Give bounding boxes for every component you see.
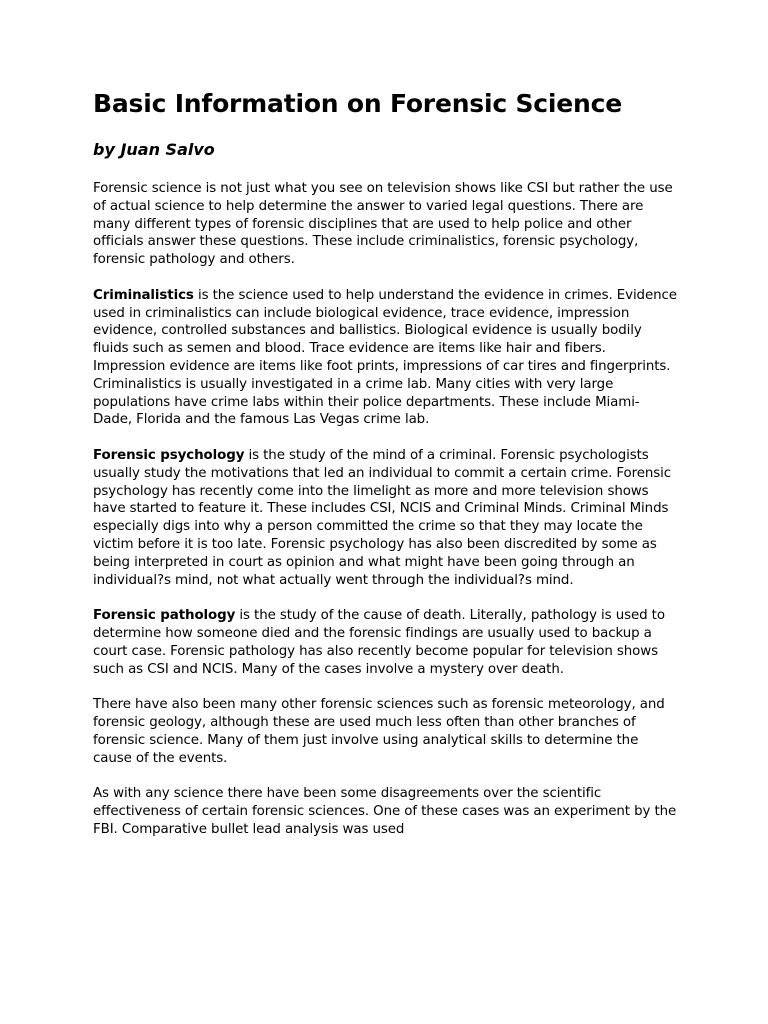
paragraph-text: There have also been many other forensic sciences such as forensic meteorology, and forensic geology, although these are used much less often than other branches of forensic science. Many of them just involve using analytical skills to determine the cause of the events. — [93, 697, 665, 766]
paragraph-disagreements — [93, 785, 678, 838]
paragraph-text: Forensic science is not just what you see on television shows like CSI but rather the use of actual science to help determine the answer to varied legal questions. There are many different types of forensic disciplines that are used to help police and other officials answer these questions. These include criminalistics, forensic psychology, forensic pathology and others. — [93, 181, 673, 268]
paragraph-term: Criminalistics — [93, 287, 194, 303]
paragraph-term: Forensic pathology — [93, 608, 236, 624]
paragraph-text: is the study of the cause of death. Literally, pathology is used to determine how someone died and the forensic findings are usually used to backup a court case. Forensic pathology has also recently become popular for television shows such as CSI and NCIS. Many of the cases involve a mystery over death. — [93, 608, 665, 677]
paragraph-text: is the study of the mind of a criminal. Forensic psychologists usually study the motivations that led an individual to commit a certain crime. Forensic psychology has recently come into the limelight as more and more television shows have started to feature it. These includes CSI, NCIS and Criminal Minds. Criminal Minds especially digs into why a person committed the crime so that they may locate the victim before it is too late. Forensic psychology has also been discredited by some as being interpreted in court as opinion and what might have been going through an individual?s mind, not what actually went through the individual?s mind. — [93, 447, 672, 588]
paragraph-forensic-pathology — [93, 607, 678, 678]
paragraph-forensic-psychology — [93, 447, 678, 589]
paragraph-term: Forensic psychology — [93, 447, 245, 463]
author-byline: by Juan Salvo — [93, 140, 215, 159]
paragraph-text: As with any science there have been some disagreements over the scientific effectiveness of certain forensic sciences. One of these cases was an experiment by the FBI. Comparative bullet lead analysis was used — [93, 786, 677, 837]
paragraph-other-sciences — [93, 696, 678, 767]
document-page — [93, 88, 678, 838]
paragraph-intro — [93, 180, 678, 269]
paragraph-criminalistics — [93, 287, 678, 429]
document-title: Basic Information on Forensic Science — [93, 89, 622, 118]
paragraph-text: is the science used to help understand the evidence in crimes. Evidence used in criminalistics can include biological evidence, trace evidence, impression evidence, controlled substances and ballistics. Biological evidence is usually bodily fluids such as semen and blood. Trace evidence are items like hair and fibers. Impression evidence are items like foot prints, impressions of car tires and fingerprints. Criminalistics is usually investigated in a crime lab. Many cities with very large populations have crime labs within their police departments. These include Miami-Dade, Florida and the famous Las Vegas crime lab. — [93, 287, 677, 428]
